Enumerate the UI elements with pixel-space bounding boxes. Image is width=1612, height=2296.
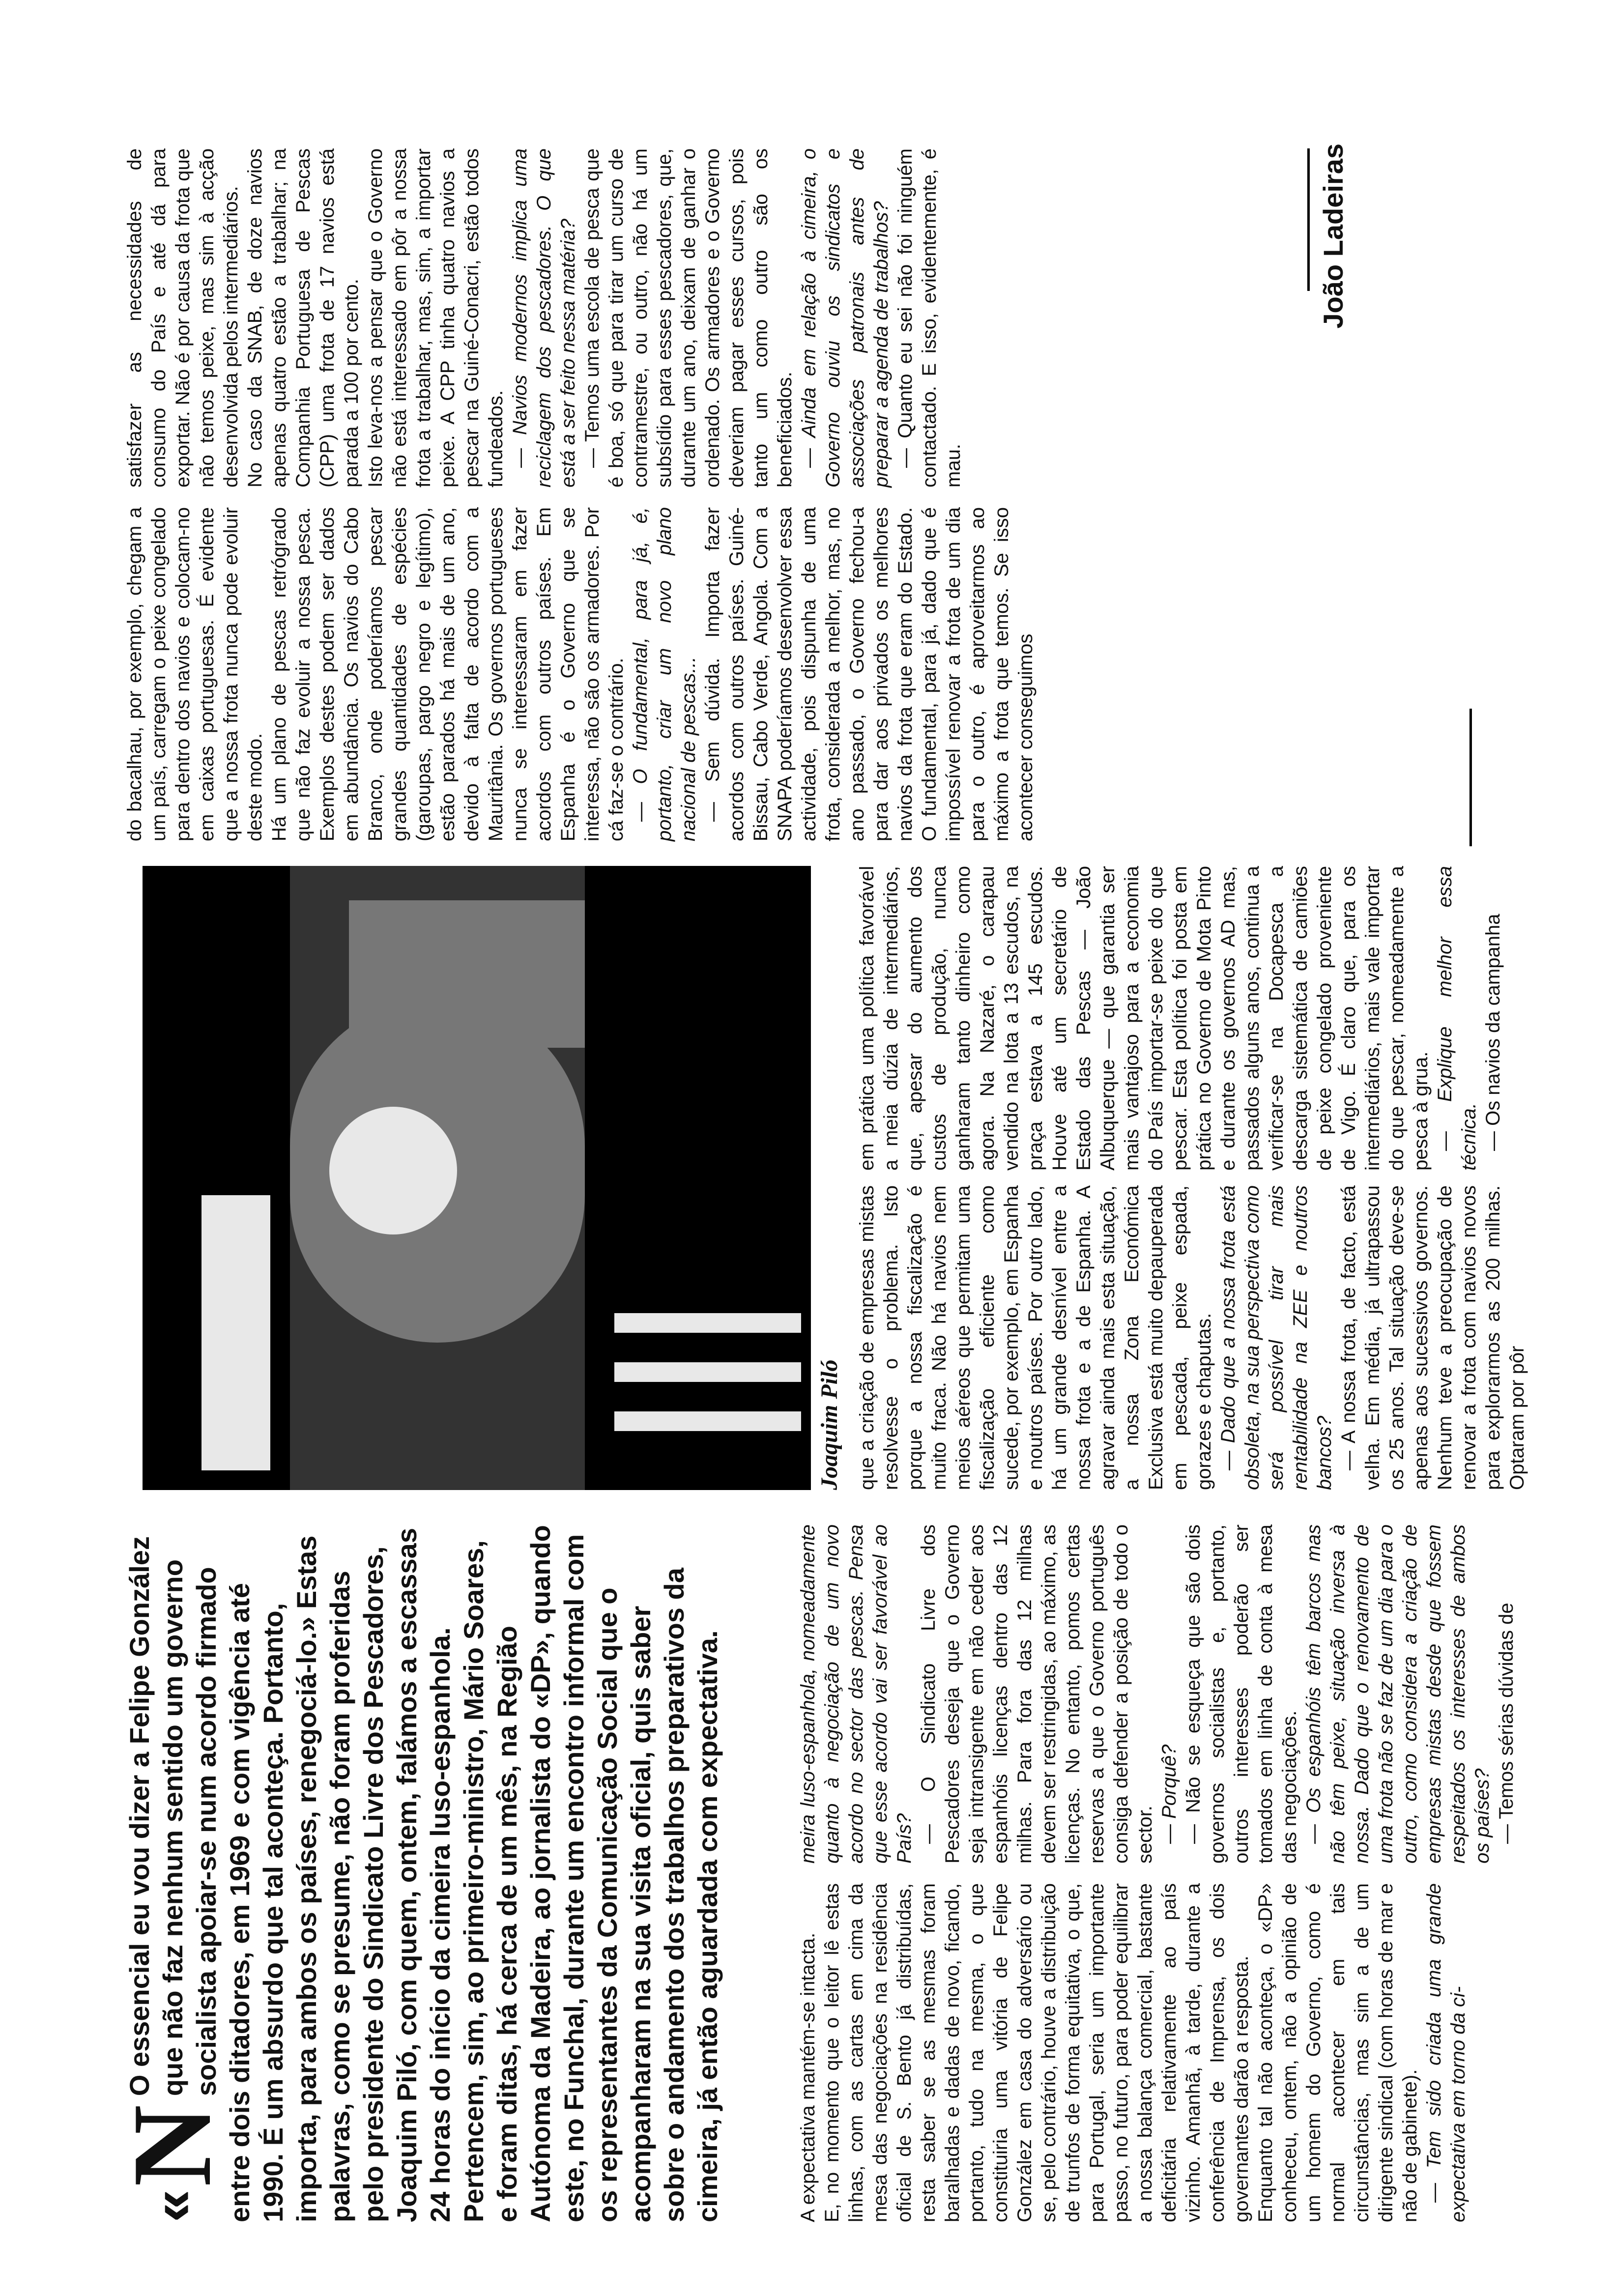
column-3 xyxy=(855,1185,1528,1490)
column-5-answer: — Sem dúvida. Importa fazer acordos com outros países. Guiné-Bissau, Cabo Verde, Angola. Com a SNAPA poderíamos desenvolver essa actividade, pois dispunha de uma frota, considerada a melhor, mas, no ano passado, o Governo fechou-a para dar aos privados os melhores navios da frota que eram do Estado. O fundamental, para já, dado que é impossível renovar a frota de um dia para o outro, é aproveitarmos ao máximo a frota que temos. Se isso acontecer conseguimos xyxy=(702,507,1036,841)
photo-caption: Joaquim Piló xyxy=(816,1359,842,1490)
photo-joaquim-pilo xyxy=(143,866,811,1490)
column-5-question: — O fundamental, para já, é, portanto, criar um novo plano nacional de pescas... xyxy=(630,507,699,841)
column-2-answer-1: — O Sindicato Livre dos Pescadores deseja que o Governo seja intransigente em não ceder aos espanhóis licenças dentro das 12 milhas. Para fora das 12 milhas devem ser restringidas, ao máximo, as licenças. No entanto, pomos certas reservas a que o Governo português consiga defender a posição de todo o sector. xyxy=(918,1524,1156,1864)
column-2 xyxy=(796,1524,1517,1864)
column-1-text: A expectativa mantém-se intacta. E, no momento que o leitor lê estas linhas, com as cartas em cima da mesa das negociações na residência oficial de S. Bento já distribuídas, resta saber se as mesmas foram baralhadas e dadas de novo, ficando, portanto, tudo na mesma, o que constituiria uma vitória de Felipe González em casa do adversário ou se, pelo contrário, houve a distribuição de trunfos de forma equitativa, o que, para Portugal, seria um importante passo, no futuro, para poder equilibrar a nossa balança comercial, bastante deficitária relativamente ao país vizinho. Amanhã, à tarde, durante a conferência de Imprensa, os dois governantes darão a resposta. Enquanto tal não aconteça, o «DP» conheceu, ontem, não a opinião de um homem do Governo, como é normal acontecer em tais circunstâncias, mas sim a de um dirigente sindical (com horas de mar e não de gabinete). xyxy=(797,1883,1421,2222)
column-6-question-2: — Ainda em relação à cimeira, o Governo ouviu os sindicatos e associações patronais antes de preparar a agenda de trabalhos? xyxy=(798,148,892,488)
author-signature: João Ladeiras xyxy=(1318,144,1349,329)
divider-rule xyxy=(1469,709,1472,846)
column-2-answer-2: — Não se esqueça que são dois governos socialistas e, portanto, outros interesses poderão ser tomados em linha de conta à mesa das negociações. xyxy=(1182,1524,1300,1864)
column-6-answer-1: — Temos uma escola de pesca que é boa, só que para tirar um curso de contramestre, ou outro, não há um subsídio para esses pescadores, que, durante um ano, deixam de ganhar o ordenado. Os armadores e o Governo deveriam pagar esses cursos, pois tanto um como outro são os beneficiados. xyxy=(581,148,796,488)
lead-text: O essencial eu vou dizer a Felipe González que não faz nenhum sentido um governo socialista apoiar-se num acordo firmado entre dois ditadores, em 1969 e com vigência até 1990. É um absurdo que tal aconteça. Portanto, importa, para ambos os países, renegociá-lo.» Estas palavras, como se presume, não foram proferidas pelo presidente do Sindicato Livre dos Pescadores, Joaquim Piló, com quem, ontem, falámos a escassas 24 horas do início da cimeira luso-espanhola. Pertencem, sim, ao primeiro-ministro, Mário Soares, e foram ditas, há cerca de um mês, na Região Autónoma da Madeira, ao jornalista do «DP», quando este, no Funchal, durante um encontro informal com os representantes da Comunicação Social que o acompanharam na sua visita oficial, quis saber sobre o andamento dos trabalhos preparativos da cimeira, já então aguardada com expectativa. xyxy=(124,1525,723,2222)
column-6-text: satisfazer as necessidades de consumo do País e até dá para exportar. Não é por causa da frota que não temos peixe, mas sim à acção desenvolvida pelos intermediários. No caso da SNAB, de doze navios apenas quatro estão a trabalhar; na Companhia Portuguesa de Pescas (CPP) uma frota de 17 navios está parada a 100 por cento. Isto leva-nos a pensar que o Governo não está interessado em pôr a nossa frota a trabalhar, mas, sim, a importar peixe. A CPP tinha quatro navios a pescar na Guiné-Conacri, estão todos fundeados. xyxy=(124,148,507,488)
column-2-question-2: — Porquê? xyxy=(1158,1744,1180,1844)
column-1-question: — Tem sido criada uma grande expectativa em torno da ci- xyxy=(1423,1883,1469,2222)
column-1 xyxy=(796,1883,1484,2222)
column-3-question: — Dado que a nossa frota está obsoleta, na sua perspectiva como será possível tirar mais rentabilidade na ZEE e noutros bancos? xyxy=(1217,1185,1335,1490)
column-5 xyxy=(123,507,1469,841)
column-3-text: que a criação de empresas mistas resolvesse o problema. Isto porque a nossa fiscalização é muito fraca. Não há navios nem meios aéreos que permitam uma fiscalização eficiente como sucede, por exemplo, em Espanha e noutros países. Por outro lado, há um grande desnível entre a nossa frota e a de Espanha. A agravar ainda mais esta situação, a nossa Zona Económica Exclusiva está muito depauperada em pescada, peixe espada, gorazes e chaputas. xyxy=(856,1185,1215,1490)
drop-cap: N xyxy=(109,2105,234,2187)
column-4-text: em prática uma política favorável a meia dúzia de intermediários, que, apesar do aumento dos custos de produção, nunca ganharam tanto dinheiro como agora. Na Nazaré, o carapau vendido na lota a 13 escudos, na praça estava a 145 escudos. Houve até um secretário de Estado das Pescas — João Albuquerque — que garantia ser mais vantajoso para a economia do País importar-se peixe do que pescar. Esta política foi posta em prática no Governo de Mota Pinto e durante os governos AD mas, passados alguns anos, continua a verificar-se na Docapesca a descarga sistemática de camiões de peixe congelado proveniente de Vigo. É claro que, para os intermediários, mais vale importar do que pescar, nomeadamente a pesca à grua. xyxy=(856,866,1432,1171)
lead-paragraph xyxy=(109,1524,772,2222)
column-3-answer: — A nossa frota, de facto, está velha. Em média, já ultrapassou os 25 anos. Tal situação deve-se apenas aos sucessivos governos. Nenhum teve a preocupação de renovar a frota com navios novos para explorarmos as 200 milhas. Optaram por pôr xyxy=(1338,1185,1528,1490)
column-2-question-3: — Os espanhóis têm barcos mas não têm peixe, situação inversa à nossa. Dado que o renovamento de uma frota não se faz de um dia para o outro, como considera a criação de empresas mistas desde que fossem respeitados os interesses de ambos os países? xyxy=(1303,1524,1493,1864)
column-4-answer: — Os navios da campanha xyxy=(1482,914,1504,1151)
column-6-question-1: — Navios modernos implica uma reciclagem dos pescadores. O que está a ser feito nessa matéria? xyxy=(509,148,579,488)
column-4 xyxy=(855,866,1504,1171)
column-6 xyxy=(123,148,1293,488)
column-2-answer-3: — Temos sérias dúvidas de xyxy=(1496,1603,1517,1844)
column-5-text: do bacalhau, por exemplo, chegam a um país, carregam o peixe congelado para dentro dos navios e colocam-no em caixas portuguesas. É evidente que a nossa frota nunca pode evoluir deste modo. Há um plano de pescas retrógrado que não faz evoluir a nossa pesca. Exemplos destes podem ser dados em abundância. Os navios do Cabo Branco, onde poderíamos pescar grandes quantidades de espécies (garoupas, pargo negro e legítimo), estão parados há mais de um ano, devido à falta de acordo com a Mauritânia. Os governos portugueses nunca se interessaram em fazer acordos com outros países. Em Espanha é o Governo que se interessa, não são os armadores. Por cá faz-se o contrário. xyxy=(124,507,627,841)
signature-rule xyxy=(1307,148,1310,291)
open-quote: « xyxy=(139,2189,205,2222)
column-4-question: — Explique melhor essa técnica. xyxy=(1434,866,1480,1171)
column-2-question-1: meira luso-espanhola, nomeadamente quanto à negociação de um novo acordo no sector das pescas. Pensa que esse acordo vai ser favorável ao País? xyxy=(797,1524,915,1864)
column-6-answer-2: — Quanto eu sei não foi ninguém contactado. E isso, evidentemente, é mau. xyxy=(894,148,964,488)
